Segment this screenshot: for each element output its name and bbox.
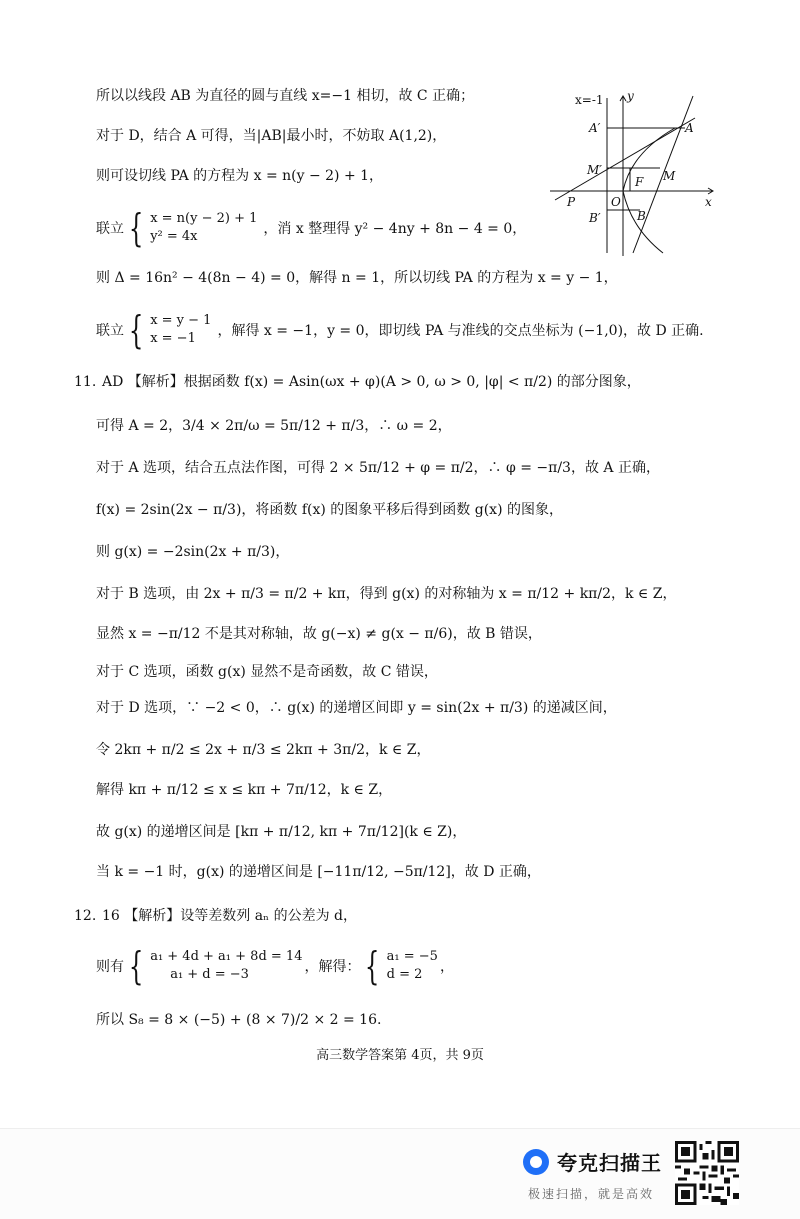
system-3-lead: 则有 xyxy=(96,959,124,975)
system-1 xyxy=(96,208,526,248)
app-slogan: 极速扫描，就是高效 xyxy=(528,1187,655,1201)
label-p: P xyxy=(567,195,576,209)
q11-line-6: 对于 B 选项，由 2x + π/3 = π/2 + kπ，得到 g(x) 的对称轴为 x = π/12 + kπ/2，k ∈ Z， xyxy=(96,586,677,602)
label-b: B xyxy=(637,209,646,223)
system-3-end: ， xyxy=(439,959,454,975)
label-a-prime: A′ xyxy=(589,121,601,135)
system-3 xyxy=(96,946,454,986)
brace-icon: { xyxy=(128,308,144,352)
q11-line-11: 解得 kπ + π/12 ≤ x ≤ kπ + 7π/12，k ∈ Z， xyxy=(96,782,393,798)
system-1-after: ，消 x 整理得 y² − 4ny + 8n − 4 = 0， xyxy=(263,221,527,237)
q11-line-10: 令 2kπ + π/2 ≤ 2x + π/3 ≤ 2kπ + 3π/2，k ∈ Z， xyxy=(96,742,431,758)
system-1-eq2: y² = 4x xyxy=(150,229,198,244)
system-1-lead: 联立 xyxy=(96,221,124,237)
label-o: O xyxy=(611,195,621,209)
label-b-prime: B′ xyxy=(589,211,601,225)
system-2-eq1: x = y − 1 xyxy=(150,313,212,328)
system-3-sol1: a₁ = −5 xyxy=(386,949,438,964)
system-1-eq1: x = n(y − 2) + 1 xyxy=(150,211,258,226)
label-a: A xyxy=(685,121,694,135)
tangent-pa xyxy=(555,118,695,200)
text-line-5: 则 Δ = 16n² − 4(8n − 4) = 0，解得 n = 1，所以切线 PA 的方程为 x = y − 1， xyxy=(96,270,618,286)
label-m-prime: M′ xyxy=(587,163,603,177)
brace-icon: { xyxy=(128,944,144,988)
q11-line-2: 可得 A = 2，3/4 × 2π/ω = 5π/12 + π/3，∴ ω = 2， xyxy=(96,418,452,434)
text-line-3: 则可设切线 PA 的方程为 x = n(y − 2) + 1， xyxy=(96,168,384,184)
text-line-2: 对于 D，结合 A 可得，当|AB|最小时，不妨取 A(1,2)， xyxy=(96,128,447,144)
label-y: y xyxy=(627,89,634,103)
text-line-1: 所以以线段 AB 为直径的圆与直线 x=−1 相切，故 C 正确； xyxy=(96,88,475,104)
q11-line-4: f(x) = 2sin(2x − π/3)，将函数 f(x) 的图象平移后得到函数 g(x) 的图象， xyxy=(96,502,563,518)
system-2-eq2: x = −1 xyxy=(150,331,196,346)
q11-line-7: 显然 x = −π/12 不是其对称轴，故 g(−x) ≠ g(x − π/6)，故 B 错误， xyxy=(96,626,542,642)
label-f: F xyxy=(635,175,644,189)
q11-line-9: 对于 D 选项，∵ −2 < 0，∴ g(x) 的递增区间即 y = sin(2x + π/3) 的递减区间， xyxy=(96,700,617,716)
q11-line-8: 对于 C 选项，函数 g(x) 显然不是奇函数，故 C 错误， xyxy=(96,664,438,680)
app-logo xyxy=(523,1147,662,1176)
label-m: M xyxy=(663,169,676,183)
question-11-title: AD 【解析】根据函数 f(x) = Asin(ωx + φ)(A > 0, ω > 0, |φ| < π/2) 的部分图象， xyxy=(102,374,641,390)
system-3-sol2: d = 2 xyxy=(386,967,423,982)
system-3-eq1: a₁ + 4d + a₁ + 8d = 14 xyxy=(150,949,303,964)
app-name: 夸克扫描王 xyxy=(557,1151,662,1175)
question-12-number: 12. xyxy=(74,908,97,924)
label-x: x xyxy=(705,195,712,209)
q11-line-12: 故 g(x) 的递增区间是 [kπ + π/12, kπ + 7π/12](k ∈ Z)， xyxy=(96,824,467,840)
question-12-title: 16 【解析】设等差数列 aₙ 的公差为 d， xyxy=(102,908,357,924)
system-2-after: ，解得 x = −1，y = 0，即切线 PA 与准线的交点坐标为 (−1,0)，故 D 正确. xyxy=(217,323,704,339)
system-2 xyxy=(96,310,704,350)
app-logo-icon xyxy=(523,1149,549,1175)
q11-line-3: 对于 A 选项，结合五点法作图，可得 2 × 5π/12 + φ = π/2，∴ φ = −π/3，故 A 正确， xyxy=(96,460,660,476)
brace-icon: { xyxy=(365,944,380,988)
system-2-lead: 联立 xyxy=(96,323,124,339)
question-11-number: 11. xyxy=(74,374,97,390)
system-3-mid: ，解得： xyxy=(304,959,361,975)
brace-icon: { xyxy=(128,206,144,250)
parabola-figure xyxy=(545,88,730,258)
system-3-eq2: a₁ + d = −3 xyxy=(170,967,249,982)
page-footer: 高三数学答案第 4页，共 9页 xyxy=(316,1048,484,1063)
q11-line-13: 当 k = −1 时，g(x) 的递增区间是 [−11π/12, −5π/12]，故 D 正确， xyxy=(96,864,541,880)
qr-code-icon[interactable] xyxy=(675,1141,739,1205)
q12-line-3: 所以 S₈ = 8 × (−5) + (8 × 7)/2 × 2 = 16. xyxy=(96,1012,382,1028)
label-xeq: x=-1 xyxy=(575,93,604,107)
q11-line-5: 则 g(x) = −2sin(2x + π/3)， xyxy=(96,544,290,560)
